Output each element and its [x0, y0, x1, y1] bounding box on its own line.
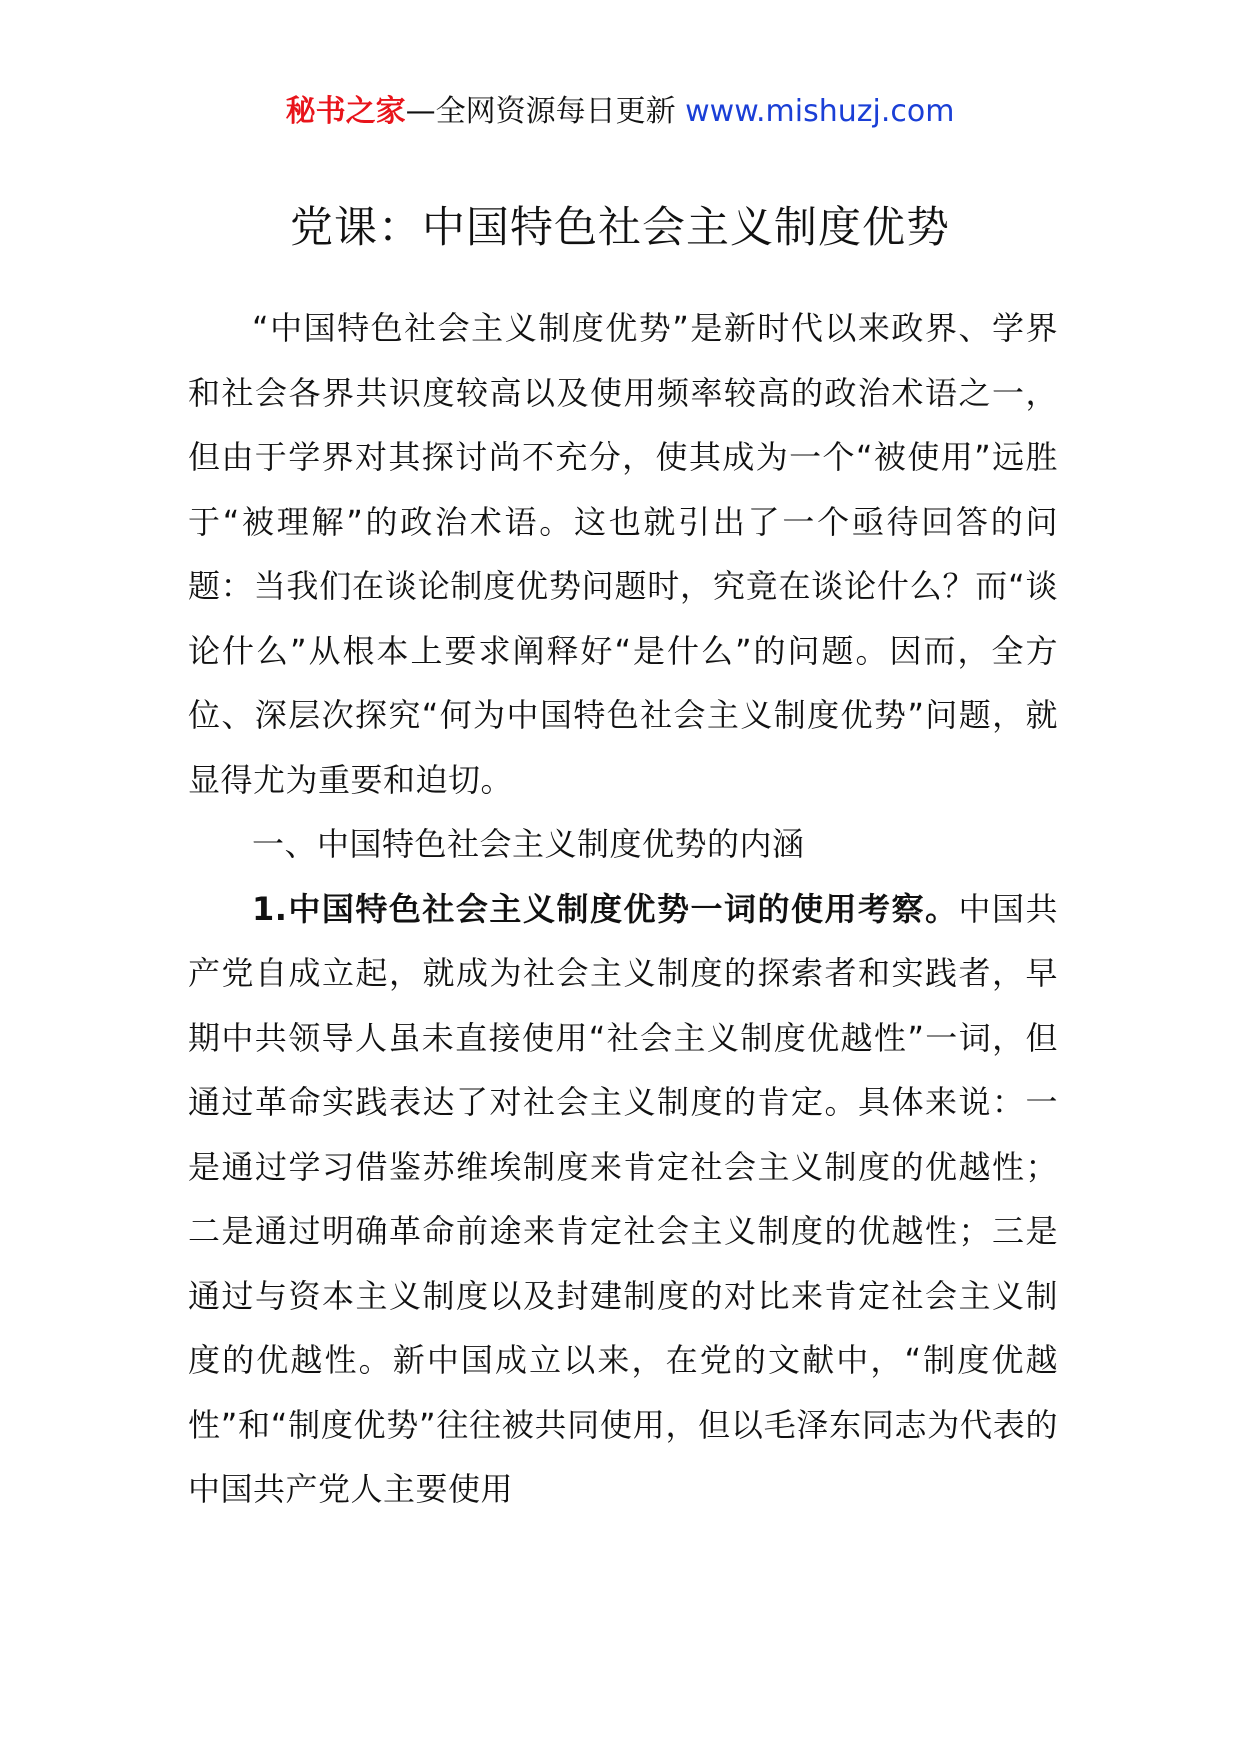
site-url-link[interactable]: www.mishuzj.com — [685, 94, 955, 129]
brand-name: 秘书之家 — [285, 94, 406, 129]
site-header — [0, 92, 1240, 132]
subsection-text: 中国共产党自成立起，就成为社会主义制度的探索者和实践者，早期中共领导人虽未直接使用“社会主义制度优越性”一词，但通过革命实践表达了对社会主义制度的肯定。具体来说：一是通过学习借鉴苏维埃制度来肯定社会主义制度的优越性；二是通过明确革命前途来肯定社会主义制度的优越性；三是通过与资本主义制度以及封建制度的对比来肯定社会主义制度的优越性。新中国成立以来，在党的文献中，“制度优越性”和“制度优势”往往被共同使用，但以毛泽东同志为代表的中国共产党人主要使用 — [188, 889, 1058, 1508]
intro-paragraph: “中国特色社会主义制度优势”是新时代以来政界、学界和社会各界共识度较高以及使用频率较高的政治术语之一，但由于学界对其探讨尚不充分，使其成为一个“被使用”远胜于“被理解”的政治术语。这也就引出了一个亟待回答的问题：当我们在谈论制度优势问题时，究竟在谈论什么？而“谈论什么”从根本上要求阐释好“是什么”的问题。因而，全方位、深层次探究“何为中国特色社会主义制度优势”问题，就显得尤为重要和迫切。 — [188, 309, 1058, 799]
document-title: 党课：中国特色社会主义制度优势 — [290, 203, 950, 253]
section-paragraph — [188, 877, 1058, 1522]
header-tagline: —全网资源每日更新 — [405, 94, 686, 129]
document-body — [188, 296, 1058, 1522]
section-heading: 一、中国特色社会主义制度优势的内涵 — [252, 825, 805, 863]
subsection-heading: 1.中国特色社会主义制度优势一词的使用考察。 — [252, 889, 959, 928]
